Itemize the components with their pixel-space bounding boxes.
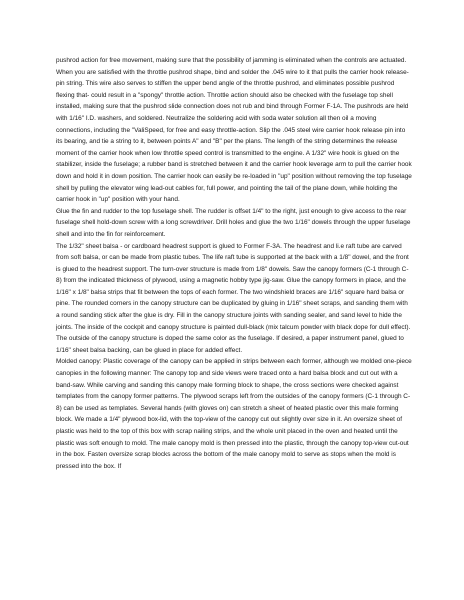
paragraph-pushrod-throttle: pushrod action for free movement, making sure that the possibility of jamming is eliminated when the controls are actuated. When you are satisfied with the throttle pushrod shape, bind and solder the .045 wire to it that pulls the carrier hook release-pin string. This wire also serves to stiffen the upper bend angle of the throttle pushrod, and eliminates possible pushrod flexing that- could result in a "spongy" throttle action. Throttle action should also be checked with the fuselage top shell installed, making sure that the pushrod slide connection does not rub and bind through Former F-1A. The pushrods are held with 1/16" I.D. washers, and soldered. Neutralize the soldering acid with soda water solution all then oil a moving connections, including the "ValiSpeed, for free and easy throttle-action. Slip the .045 steel wire carrier hook release pin into its bearing, and tie a string to it, between points A" and "B" per the plans. The length of the string determines the release moment of the carrier hook when low throttle speed control is transmitted to the engine. A 1/32" wire hook is glued on the stabilizer, inside the fuselage; a rubber band is stretched between it and the carrier hook leverage arm to pull the carrier hook down and hold it in down position. The carrier hook can easily be re-loaded in "up" position without removing the top fuselage shell by pulling the elevator wing lead-out cables for, full power, and pointing the tail of the plane down, while holding the carrier hook in "up" position with your hand. [56, 57, 412, 204]
body-text [56, 55, 412, 472]
paragraph-headrest-canopy: The 1/32" sheet balsa - or cardboard headrest support is glued to Former F-3A. The headrest and li.e raft tube are carved from soft balsa, or can be made from plastic tubes. The life raft tube is supported at the back with a 1/8" dowel, and the front is glued to the headrest support. The turn-over structure is made from 1/8" dowels. Saw the canopy formers (C-1 through C-8) from the indicated thickness of plywood, using a magnetic hobby type jig-saw. Glue the canopy formers in place, and the 1/16" x 1/8" balsa strips that fit between the tops of each former. The two windshield braces are 1/16" square hard balsa or pine. The rounded corners in the canopy structure can be duplicated by gluing in 1/16" sheet scraps, and sanding them with a round sanding stick after the glue is dry. Fill in the canopy structure joints with sanding sealer, and sand level to hide the joints. The inside of the cockpit and canopy structure is painted dull-black (mix talcum powder with black dope for dull effect). The outside of the canopy structure is doped the same color as the fuselage. If desired, a paper instrument panel, glued to 1/16" sheet balsa backing, can be glued in place for added effect. [56, 242, 411, 354]
paragraph-molded-canopy: Molded canopy: Plastic coverage of the canopy can be applied in strips between each former, although we molded one-piece canopies in the following manner: The canopy top and side views were traced onto a hard balsa block and cut out with a band-saw. While carving and sanding this canopy male forming block to shape, the cross sections were checked against templates from the canopy former patterns. The plywood scraps left from the outsides of the canopy formers (C-1 through C-8) can be used as templates. Several hands (with gloves on) can stretch a sheet of heated plastic over this male forming block. We made a 1/4" plywood box-lid, with the top-view of the canopy cut out slightly over size in it. An oversize sheet of plastic was held to the top of this box with scrap nailing strips, and the whole unit placed in the oven and heated until the plastic was soft enough to mold. The male canopy mold is then pressed into the plastic, through the canopy top-view cut-out in the box. Fasten oversize scrap blocks across the bottom of the male canopy mold to serve as stops when the mold is pressed into the box. If [56, 358, 412, 470]
paragraph-fin-rudder: Glue the fin and rudder to the top fuselage shell. The rudder is offset 1/4" to the right, just enough to give access to the rear fuselage shell hold-down screw with a long screwdriver. Drill holes and glue the two 1/16" dowels through the upper fuselage shell and into the fin for reinforcement. [56, 207, 411, 238]
